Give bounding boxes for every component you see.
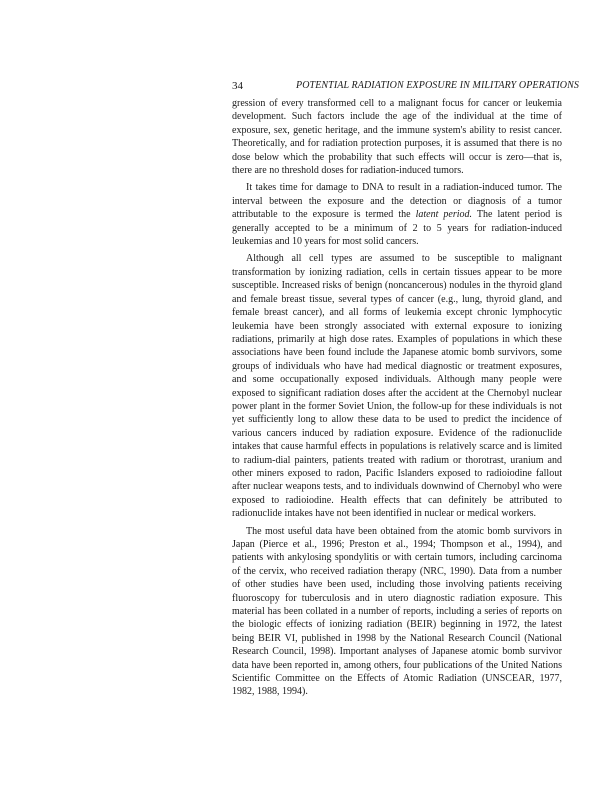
page-number: 34: [232, 80, 243, 92]
paragraph-text: It takes time for damage to DNA to result in a radiation-induced tumor. The interval between the exposure and the detection or diagnosis of a tumor attributable to the exposure is termed the: [232, 182, 562, 221]
body-text: [232, 97, 562, 703]
paragraph-continuation: gression of every transformed cell to a malignant focus for cancer or leukemia development. Such factors include the age of the individual at the time of exposure, sex, genetic heritage, and the immune system's ability to resist cancer. Theoretically, and for radiation protection purposes, it is assumed that there is no dose below which the probability that such effects will occur is zero—that is, there are no threshold doses for radiation-induced tumors.: [232, 98, 562, 177]
paragraph-data-sources: The most useful data have been obtained from the atomic bomb survivors in Japan (Pierce et al., 1996; Preston et al., 1994; Thompson et al., 1994), and patients with ankylosing spondylitis or with certain tumors, including carcinoma of the cervix, who received radiation therapy (NRC, 1990). Data from a number of other studies have been used, including those involving patients receiving fluoroscopy for tuberculosis and in utero diagnostic radiation exposure. This material has been collated in a number of reports, including a series of reports on the biologic effects of ionizing radiation (BEIR) beginning in 1972, the latest being BEIR VI, published in 1998 by the National Research Council (National Research Council, 1998). Important analyses of Japanese atomic bomb survivor data have been reported in, among others, four publications of the United Nations Scientific Committee on the Effects of Atomic Radiation (UNSCEAR, 1977, 1982, 1988, 1994).: [232, 525, 562, 698]
running-title: POTENTIAL RADIATION EXPOSURE IN MILITARY OPERATIONS: [296, 80, 579, 91]
paragraph-latent-period: [232, 181, 562, 248]
paragraph-susceptibility: Although all cell types are assumed to be susceptible to malignant transformation by ionizing radiation, cells in certain tissues appear to be more susceptible. Increased risks of benign (noncancerous) nodules in the thyroid gland and female breast tissue, several types of cancer (e.g., lung, thyroid gland, and female breast cancer), and all forms of leukemia except chronic lymphocytic leukemia have been strongly associated with external exposure to ionizing radiations, primarily at high dose rates. Examples of populations in which these associations have been found include the Japanese atomic bomb survivors, some groups of individuals who have had medical diagnostic or treatment exposures, and some occupationally exposed individuals. Although many people were exposed to significant radiation doses after the accident at the Chernobyl nuclear power plant in the former Soviet Union, the follow-up for these individuals is not yet sufficiently long to allow these data to be used to predict the incidence of various cancers induced by radiation exposure. Evidence of the radionuclide intakes that cause harmful effects in populations is relatively scarce and is limited to radium-dial painters, patients treated with radium or thorotrast, uranium and other miners exposed to radon, Pacific Islanders exposed to radioiodine fallout after nuclear weapons tests, and to individuals downwind of Chernobyl who were exposed to radioiodine. Health effects that can definitely be attributed to radionuclide intakes have not been identified in nuclear or medical workers.: [232, 253, 562, 520]
paragraph-text: The latent period is generally accepted to be a minimum of 2 to 5 years for radiation-induced leukemias and 10 years for most solid cancers.: [232, 209, 563, 248]
running-header: [232, 80, 579, 96]
defined-term: latent period.: [415, 209, 473, 221]
